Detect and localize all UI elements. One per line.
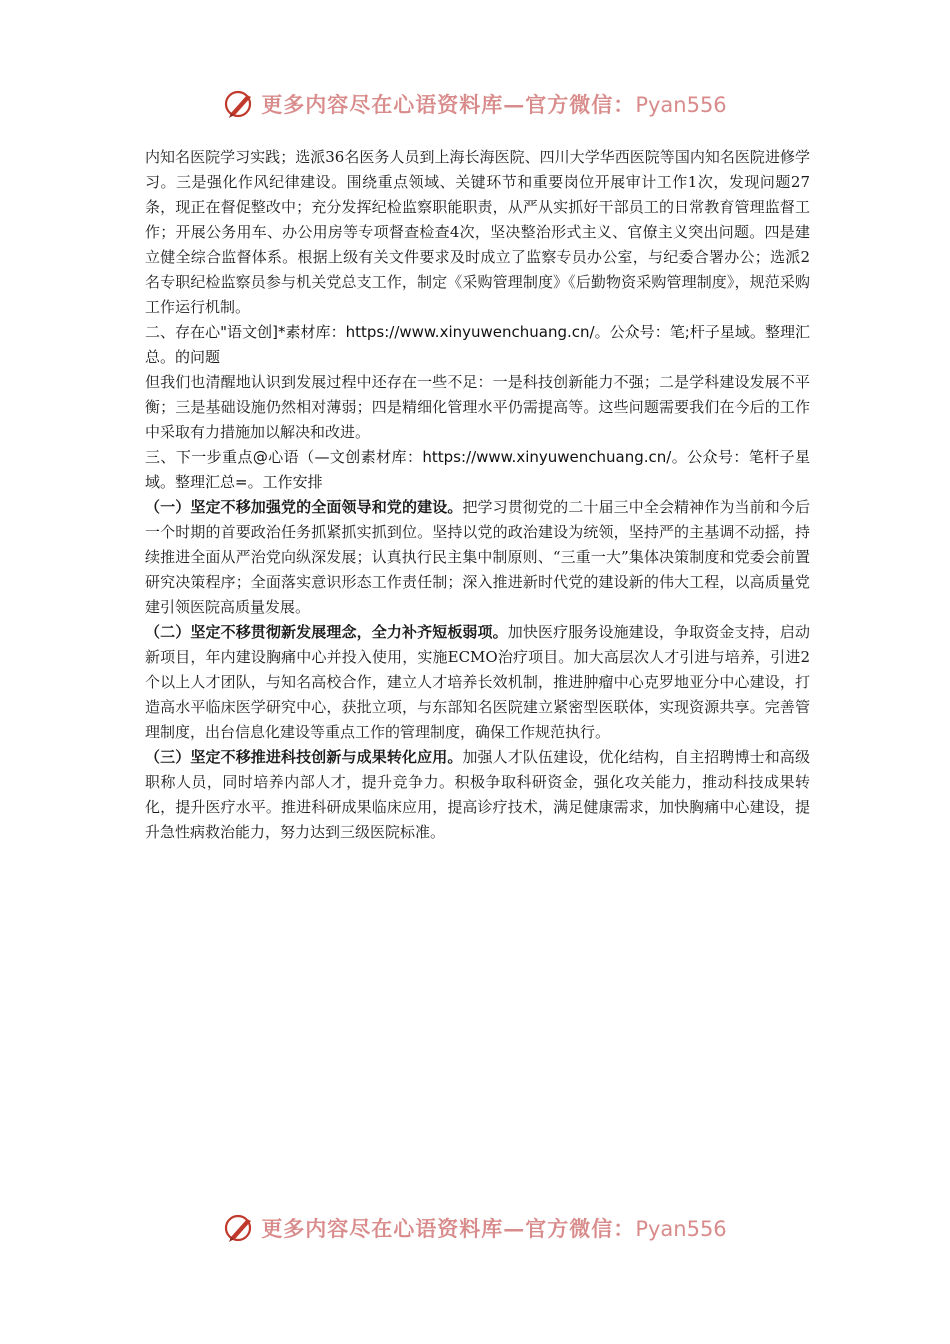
document-body [145,145,810,845]
paragraph-intro: 内知名医院学习实践；选派36名医务人员到上海长海医院、四川大学华西医院等国内知名医院进修学习。三是强化作风纪律建设。围绕重点领域、关键环节和重要岗位开展审计工作1次，发现问题27条，现正在督促整改中；充分发挥纪检监察职能职责，从严从实抓好干部员工的日常教育管理监督工作；开展公务用车、办公用房等专项督查检查4次，坚决整治形式主义、官僚主义突出问题。四是建立健全综合监督体系。根据上级有关文件要求及时成立了监察专员办公室，与纪委合署办公；选派2名专职纪检监察员参与机关党总支工作，制定《采购管理制度》《后勤物资采购管理制度》，规范采购工作运行机制。 [145,148,810,316]
paragraph-item-3 [145,745,810,845]
item-3-lead: （三）坚定不移推进科技创新与成果转化应用。 [145,748,463,766]
item-3-text: 加强人才队伍建设，优化结构，自主招聘博士和高级职称人员，同时培养内部人才，提升竞争力。积极争取科研资金，强化攻关能力，推动科技成果转化，提升医疗水平。推进科研成果临床应用，提高诊疗技术，满足健康需求，加快胸痛中心建设，提升急性病救治能力，努力达到三级医院标准。 [145,748,810,841]
pen-logo-icon [223,87,257,121]
watermark-text: 更多内容尽在心语资料库—官方微信：Pyan556 [261,92,727,117]
watermark-text: 更多内容尽在心语资料库—官方微信：Pyan556 [261,1216,727,1241]
paragraph-item-2 [145,620,810,745]
item-1-lead: （一）坚定不移加强党的全面领导和党的建设。 [145,498,463,516]
pen-logo-icon [223,1211,257,1245]
section-heading-next-steps: 三、下一步重点@心语（—文创素材库：https://www.xinyuwenchuang.cn/。公众号：笔杆子星域。整理汇总=。工作安排 [145,448,810,491]
section-heading-problems: 二、存在心"语文创]*素材库：https://www.xinyuwenchuang.cn/。公众号：笔;杆子星域。整理汇总。的问题 [145,323,810,366]
paragraph-item-1 [145,495,810,620]
item-1-text: 把学习贯彻党的二十届三中全会精神作为当前和今后一个时期的首要政治任务抓紧抓实抓到位。坚持以党的政治建设为统领，坚持严的主基调不动摇，持续推进全面从严治党向纵深发展；认真执行民主集中制原则、“三重一大”集体决策制度和党委会前置研究决策程序；全面落实意识形态工作责任制；深入推进新时代党的建设新的伟大工程，以高质量党建引领医院高质量发展。 [145,498,810,616]
paragraph-problems: 但我们也清醒地认识到发展过程中还存在一些不足：一是科技创新能力不强；二是学科建设发展不平衡；三是基础设施仍然相对薄弱；四是精细化管理水平仍需提高等。这些问题需要我们在今后的工作中采取有力措施加以解决和改进。 [145,373,810,441]
header-watermark [0,84,950,124]
item-2-text: 加快医疗服务设施建设，争取资金支持，启动新项目，年内建设胸痛中心并投入使用，实施ECMO治疗项目。加大高层次人才引进与培养，引进2个以上人才团队，与知名高校合作，建立人才培养长效机制，推进肿瘤中心克罗地亚分中心建设，打造高水平临床医学研究中心，获批立项，与东部知名医院建立紧密型医联体，实现资源共享。完善管理制度，出台信息化建设等重点工作的管理制度，确保工作规范执行。 [145,623,810,741]
footer-watermark [0,1208,950,1248]
item-2-lead: （二）坚定不移贯彻新发展理念，全力补齐短板弱项。 [145,623,508,641]
